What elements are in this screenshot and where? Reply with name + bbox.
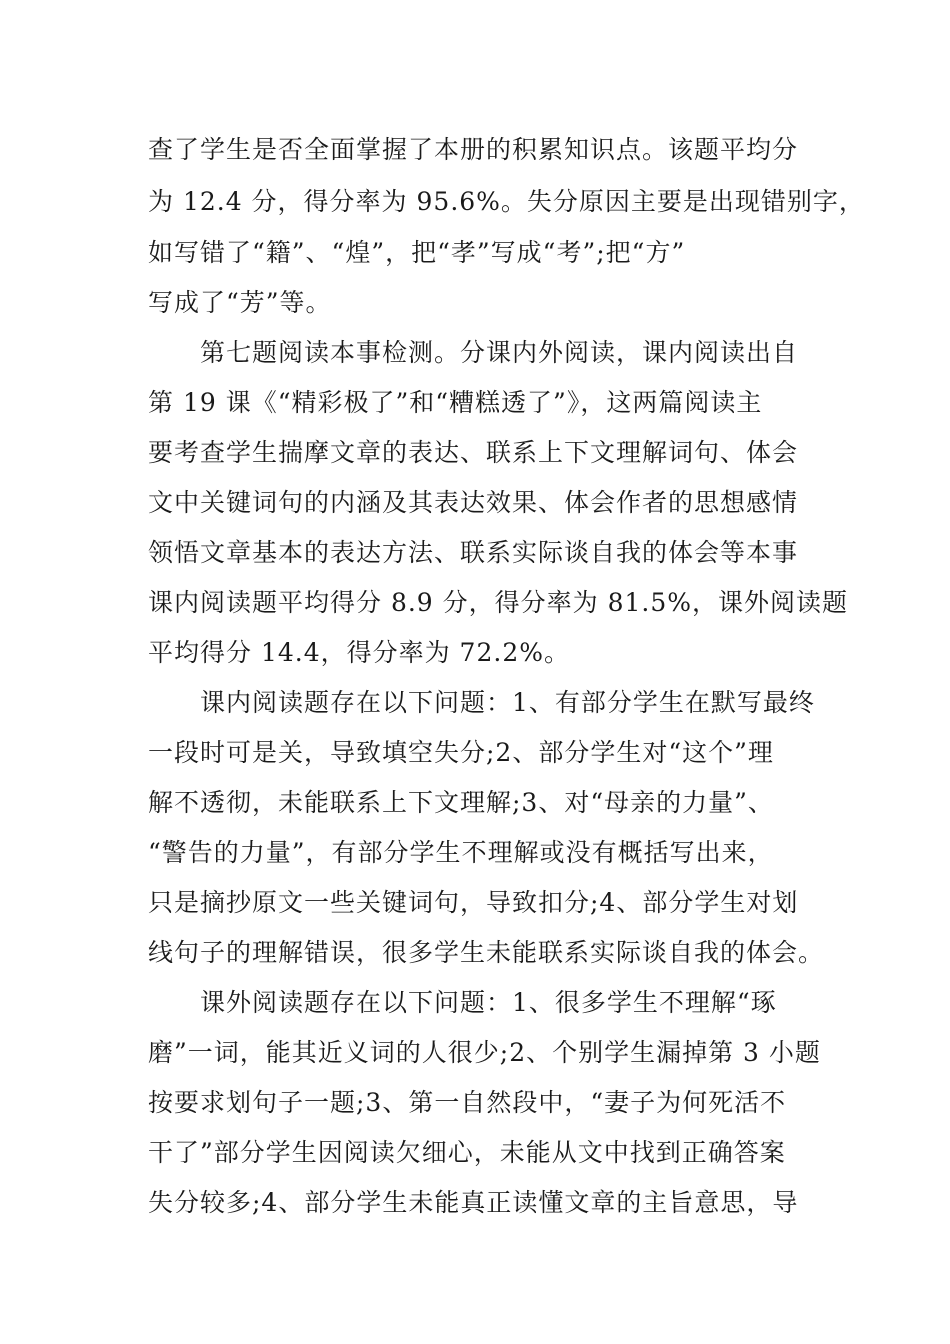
text-line: 只是摘抄原文一些关键词句，导致扣分;4、部分学生对划: [148, 888, 799, 917]
text-line: “警告的力量”，有部分学生不理解或没有概括写出来，: [148, 838, 774, 867]
text-line: 按要求划句子一题;3、第一自然段中，“妻子为何死活不: [148, 1088, 787, 1117]
text-line: 线句子的理解错误，很多学生未能联系实际谈自我的体会。: [148, 938, 825, 967]
text-line: 课内阅读题平均得分 8.9 分，得分率为 81.5%，课外阅读题: [148, 588, 849, 617]
text-line: 写成了“芳”等。: [148, 288, 332, 317]
paragraph-first-line: 第七题阅读本事检测。分课内外阅读，课内阅读出自: [200, 338, 799, 367]
text-line: 查了学生是否全面掌握了本册的积累知识点。该题平均分: [148, 135, 799, 164]
text-line: 一段时可是关，导致填空失分;2、部分学生对“这个”理: [148, 738, 774, 767]
text-line: 要考查学生揣摩文章的表达、联系上下文理解词句、体会: [148, 438, 799, 467]
paragraph-first-line: 课外阅读题存在以下问题：1、很多学生不理解“琢: [200, 988, 777, 1017]
text-line: 磨”一词，能其近义词的人很少;2、个别学生漏掉第 3 小题: [148, 1038, 821, 1067]
paragraph-first-line: 课内阅读题存在以下问题：1、有部分学生在默写最终: [200, 688, 815, 717]
text-line: 平均得分 14.4，得分率为 72.2%。: [148, 638, 570, 667]
text-line: 如写错了“籍”、“煌”，把“孝”写成“考”;把“方”: [148, 238, 686, 267]
text-line: 领悟文章基本的表达方法、联系实际谈自我的体会等本事: [148, 538, 799, 567]
text-line: 为 12.4 分，得分率为 95.6%。失分原因主要是出现错别字，: [148, 187, 865, 216]
text-line: 文中关键词句的内涵及其表达效果、体会作者的思想感情: [148, 488, 799, 517]
text-line: 第 19 课《“精彩极了”和“糟糕透了”》，这两篇阅读主: [148, 388, 763, 417]
text-line: 失分较多;4、部分学生未能真正读懂文章的主旨意思，导: [148, 1188, 799, 1217]
text-line: 解不透彻，未能联系上下文理解;3、对“母亲的力量”、: [148, 788, 774, 817]
text-line: 干了”部分学生因阅读欠细心，未能从文中找到正确答案: [148, 1138, 786, 1167]
